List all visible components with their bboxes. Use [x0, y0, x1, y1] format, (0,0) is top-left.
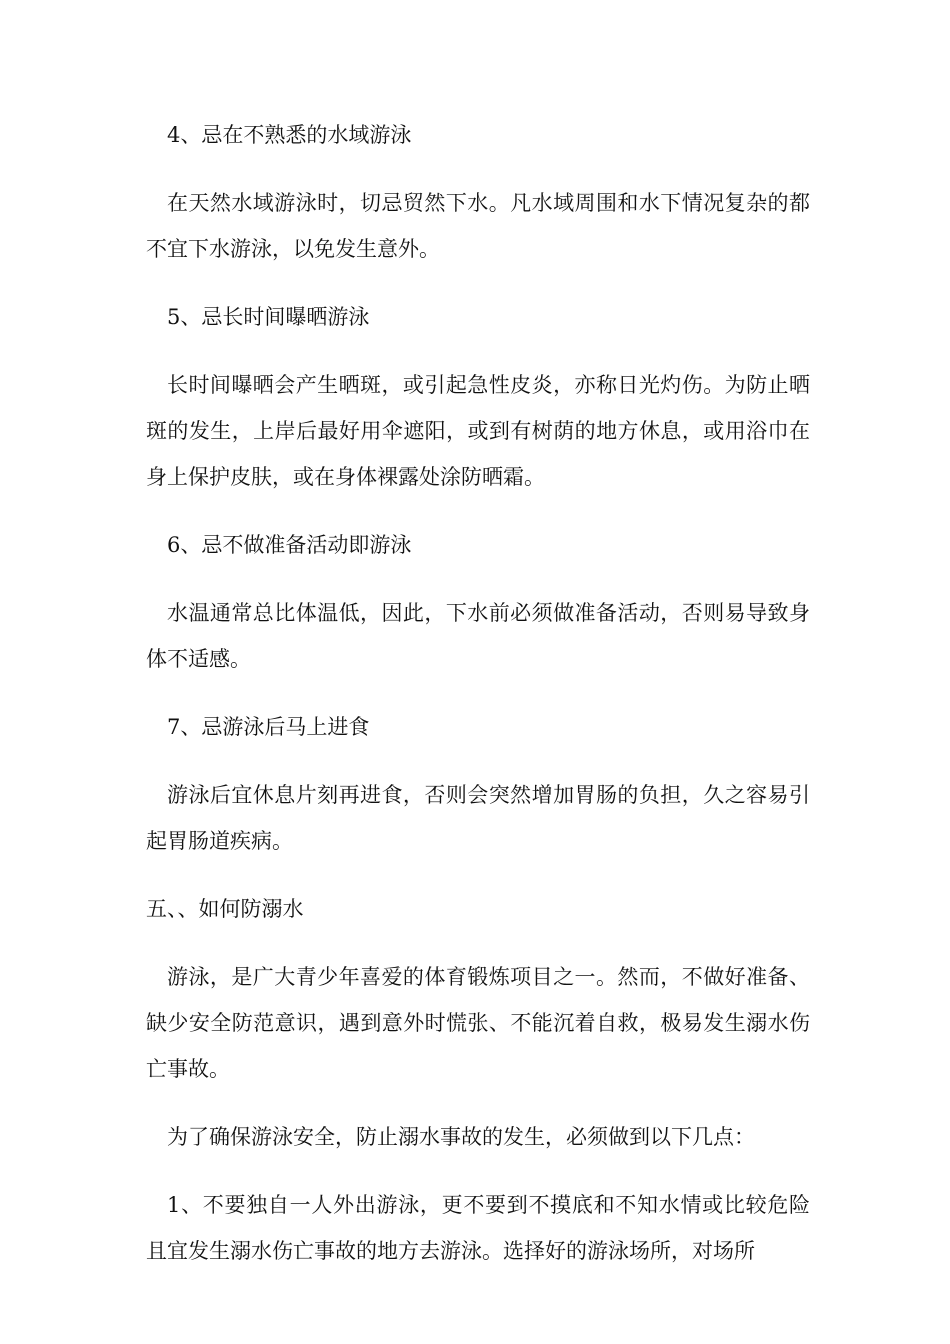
paragraph-10: 1、不要独自一人外出游泳，更不要到不摸底和不知水情或比较危险且宜发生溺水伤亡事故的地方去游泳。选择好的游泳场所，对场所: [146, 1193, 810, 1263]
item-heading-6: 6、忌不做准备活动即游泳: [167, 533, 412, 557]
document-page: [146, 112, 810, 1274]
paragraph-8: 游泳，是广大青少年喜爱的体育锻炼项目之一。然而，不做好准备、缺少安全防范意识，遇到意外时慌张、不能沉着自救，极易发生溺水伤亡事故。: [146, 965, 810, 1081]
item-heading-7: 7、忌游泳后马上进食: [167, 715, 370, 739]
section-heading-5: 五、、如何防溺水: [146, 897, 304, 921]
paragraph-6: 水温通常总比体温低，因此，下水前必须做准备活动，否则易导致身体不适感。: [146, 601, 810, 671]
item-heading-5: 5、忌长时间曝晒游泳: [167, 305, 370, 329]
paragraph-4: 在天然水域游泳时，切忌贸然下水。凡水域周围和水下情况复杂的都不宜下水游泳，以免发生意外。: [146, 191, 810, 261]
paragraph-7: 游泳后宜休息片刻再进食，否则会突然增加胃肠的负担，久之容易引起胃肠道疾病。: [146, 783, 810, 853]
paragraph-9: 为了确保游泳安全，防止溺水事故的发生，必须做到以下几点：: [167, 1125, 755, 1149]
item-heading-4: 4、忌在不熟悉的水域游泳: [167, 123, 412, 147]
paragraph-5: 长时间曝晒会产生晒斑，或引起急性皮炎，亦称日光灼伤。为防止晒斑的发生，上岸后最好用伞遮阳，或到有树荫的地方休息，或用浴巾在身上保护皮肤，或在身体裸露处涂防晒霜。: [146, 373, 810, 489]
